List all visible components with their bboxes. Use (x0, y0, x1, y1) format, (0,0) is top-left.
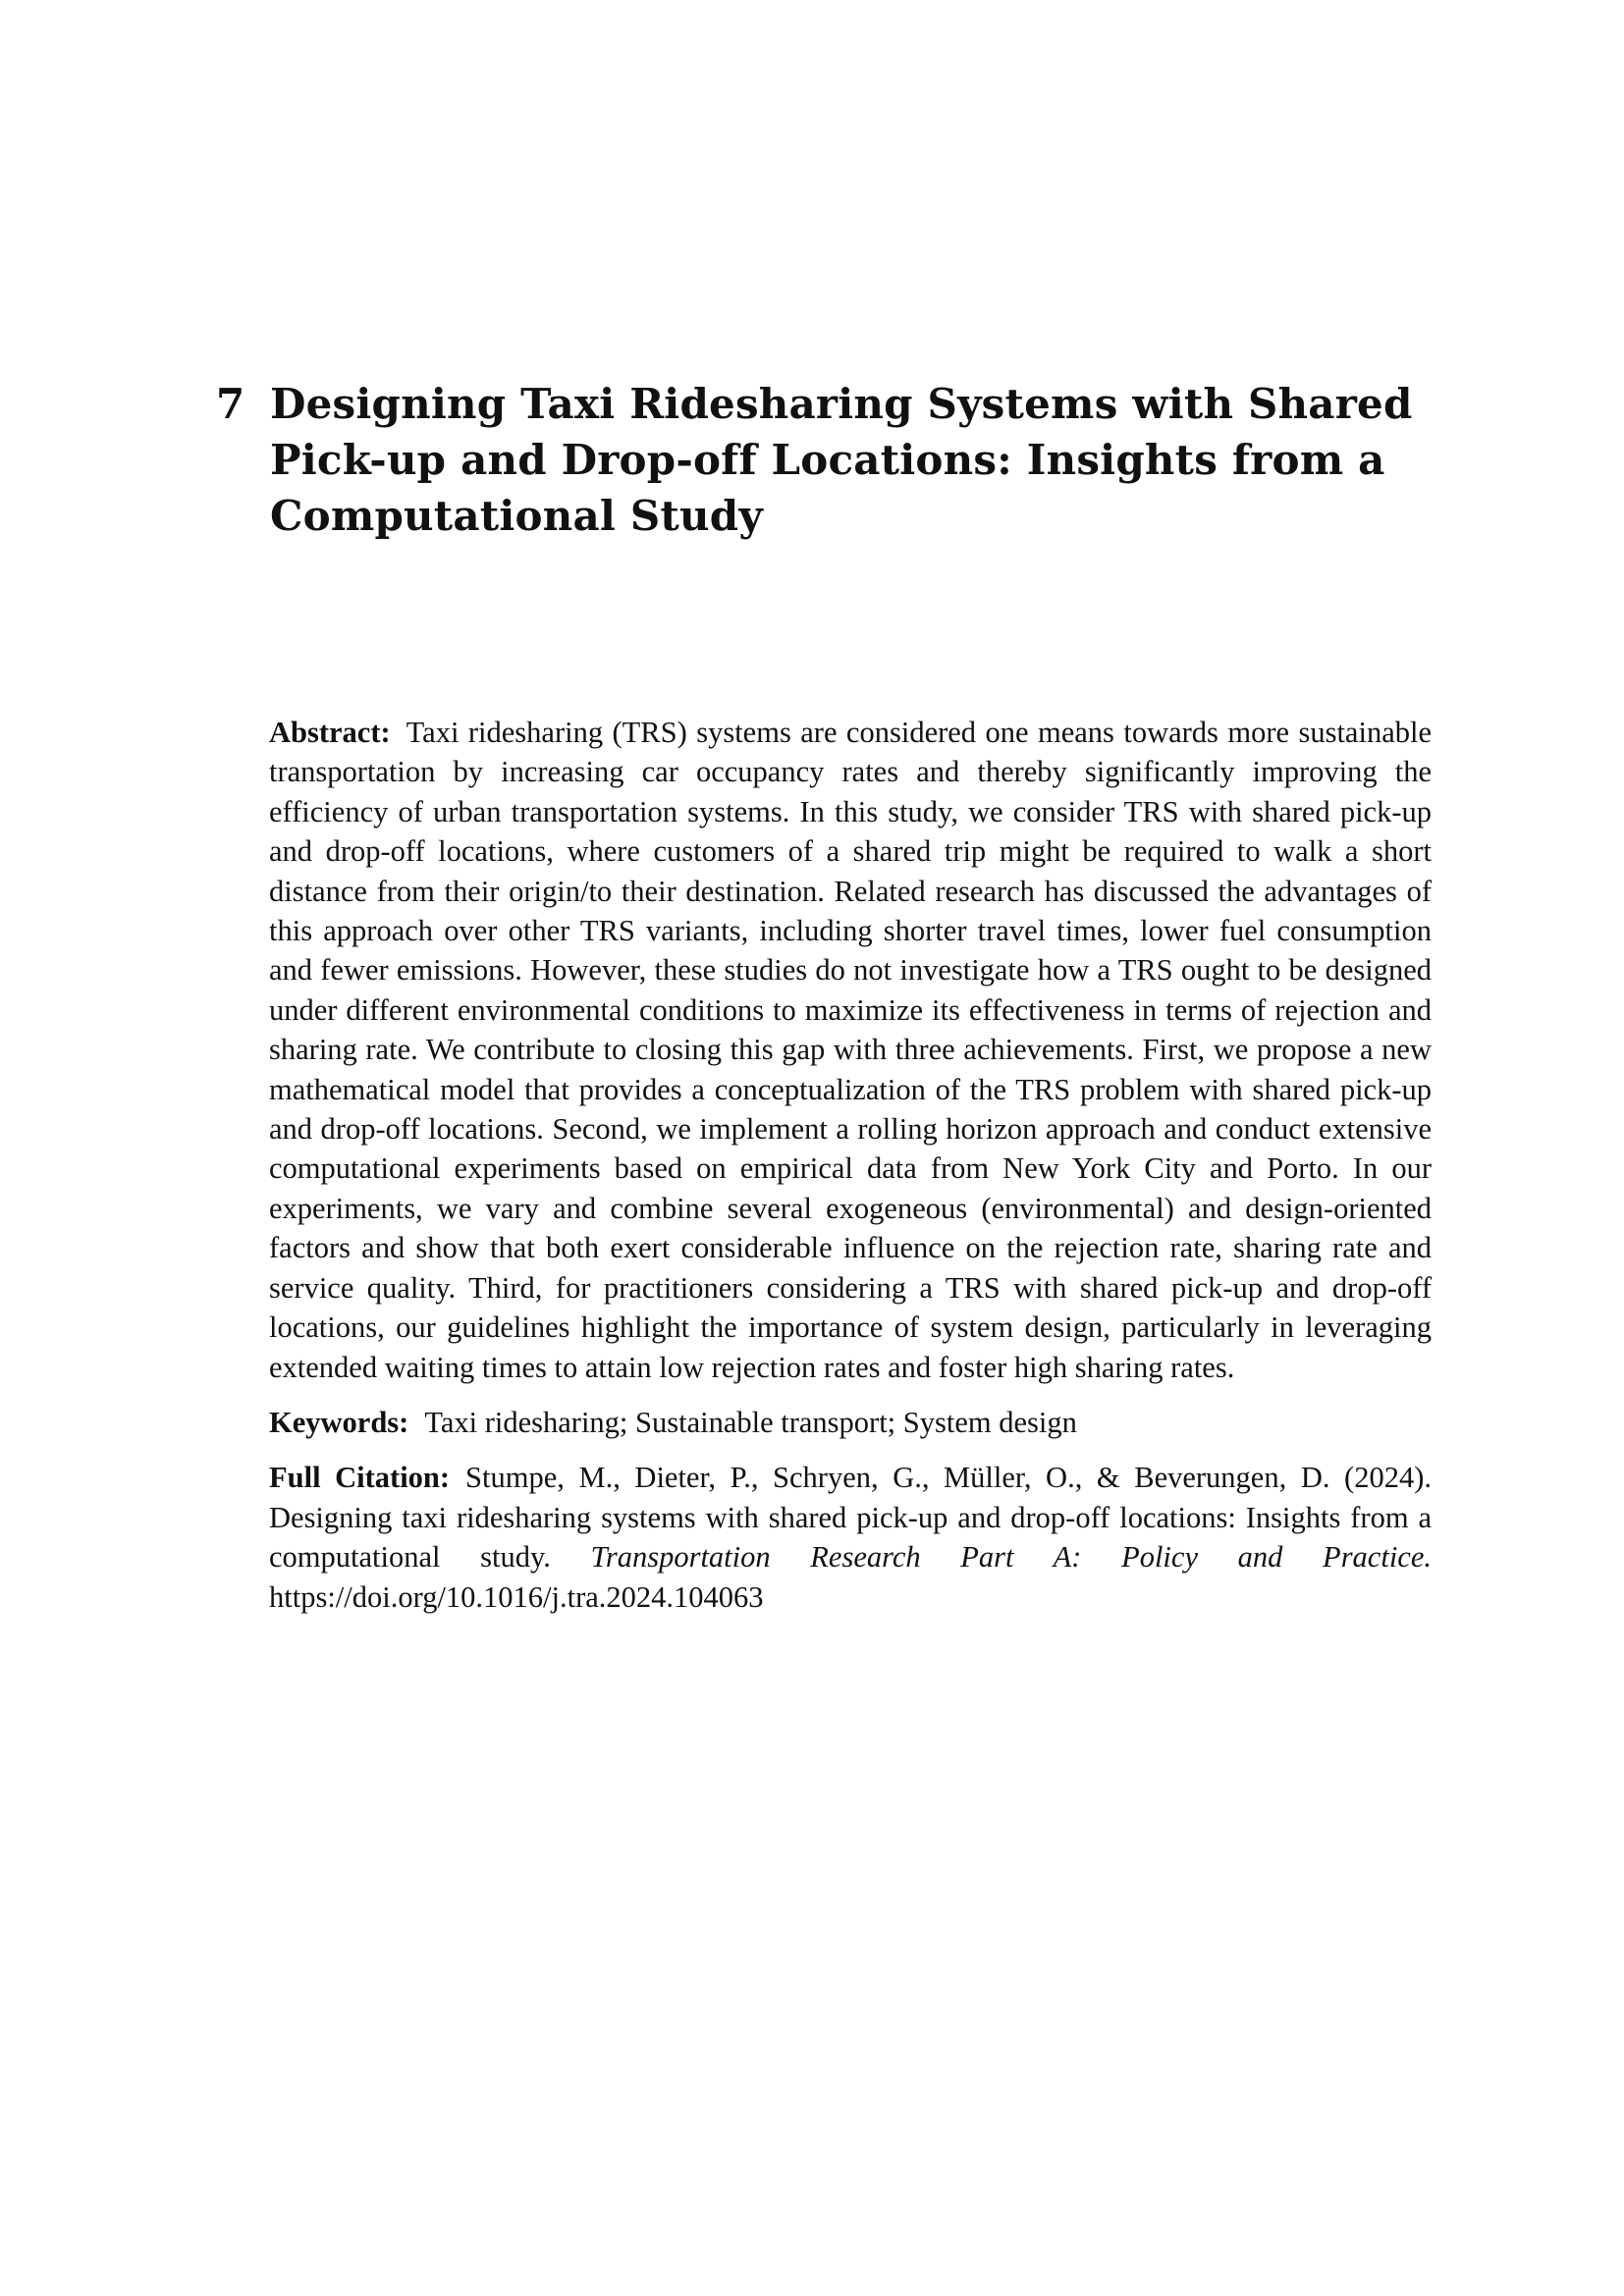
citation-doi-link[interactable]: https://doi.org/10.1016/j.tra.2024.104063 (269, 1579, 764, 1614)
citation-label: Full Citation: (269, 1461, 451, 1495)
abstract-paragraph (269, 713, 1432, 1387)
keywords-paragraph (269, 1403, 1432, 1442)
citation-paragraph (269, 1458, 1432, 1617)
abstract-label: Abstract: (269, 716, 391, 749)
abstract-text: Taxi ridesharing (TRS) systems are considered one means towards more sustainable transportation by increasing car occupancy rates and thereby significantly improving the efficiency of urban transportation systems. In this study, we consider TRS with shared pick-up and drop-off locations, where customers of a shared trip might be required to walk a short distance from their origin/to their destination. Related research has discussed the advantages of this approach over other TRS variants, including shorter travel times, lower fuel consumption and fewer emissions. However, these studies do not investigate how a TRS ought to be designed under different environmental conditions to maximize its effectiveness in terms of rejection and sharing rate. We contribute to closing this gap with three achievements. First, we propose a new mathematical model that provides a conceptualization of the TRS problem with shared pick-up and drop-off locations. Second, we implement a rolling horizon approach and conduct extensive computational experiments based on empirical data from New York City and Porto. In our experiments, we vary and combine several exogeneous (environmental) and design-oriented factors and show that both exert considerable influence on the rejection rate, sharing rate and service quality. Third, for practitioners considering a TRS with shared pick-up and drop-off locations, our guidelines highlight the importance of system design, particularly in leveraging extended waiting times to attain low rejection rates and foster high sharing rates. (269, 716, 1432, 1384)
keywords-text: Taxi ridesharing; Sustainable transport; System design (424, 1405, 1077, 1439)
chapter-number: 7 (216, 380, 245, 428)
chapter-title: Designing Taxi Ridesharing Systems with Shared Pick-up and Drop-off Locations: Insights from a Computational Study (270, 380, 1413, 540)
citation-authors-title: Stumpe, M., Dieter, P., Schryen, G., Müller, O., & Beverungen, D. (2024). Designing taxi ridesharing systems with shared pick-up and drop-off locations: Insights from a computational study. (269, 1461, 1432, 1575)
chapter-heading (216, 376, 1424, 544)
keywords-label: Keywords: (269, 1405, 409, 1439)
citation-journal: Transportation Research Part A: Policy and Practice. (590, 1540, 1432, 1575)
front-matter (269, 713, 1432, 1617)
